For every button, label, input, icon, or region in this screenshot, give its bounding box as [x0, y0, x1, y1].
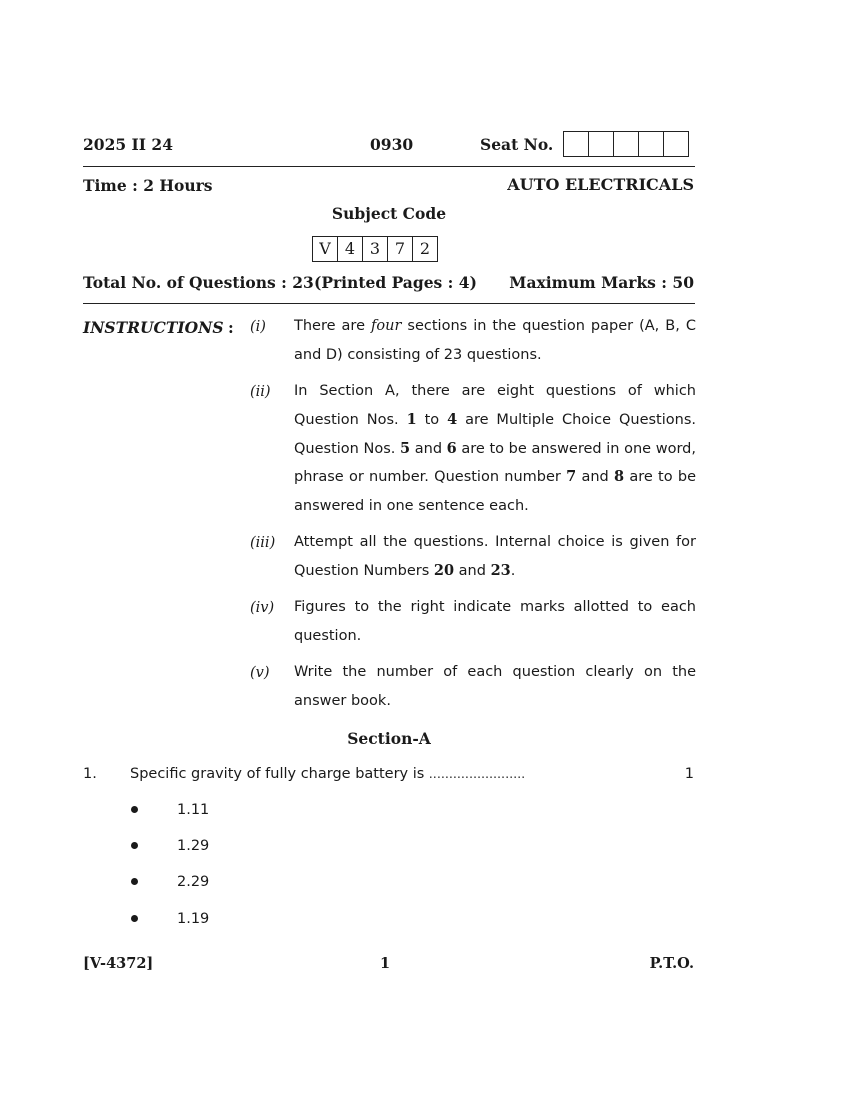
subject-code-char: 7	[388, 237, 413, 261]
subject-title: AUTO ELECTRICALS	[507, 175, 694, 194]
instruction-segment: are to be answered in one sentence each.	[294, 469, 696, 515]
question-body: Specific gravity of fully charge battery is	[130, 766, 425, 782]
exam-code: 2025 II 24	[83, 135, 174, 154]
instruction-number: (i)	[250, 319, 266, 335]
question-text	[130, 766, 525, 782]
instruction-bold-number: 5	[400, 439, 411, 457]
footer-page-number: 1	[380, 955, 391, 972]
instructions-colon: :	[228, 318, 234, 337]
section-title: Section-A	[347, 729, 431, 748]
instruction-bold-number: 1	[406, 410, 417, 428]
seat-number-label: Seat No.	[480, 135, 554, 154]
subject-code-char: V	[313, 237, 338, 261]
bullet-icon	[131, 806, 138, 813]
instruction-segment: Attempt all the questions. Internal choice is given for Question Numbers	[294, 534, 696, 579]
footer-pto: P.T.O.	[649, 955, 694, 972]
instruction-segment: Figures to the right indicate marks allotted to each question.	[294, 599, 696, 644]
instruction-segment: and	[410, 440, 447, 457]
instruction-text	[294, 658, 696, 716]
seat-number-box[interactable]	[639, 132, 664, 156]
seat-number-box[interactable]	[664, 132, 688, 156]
question-number: 1.	[83, 766, 97, 782]
instructions-label: INSTRUCTIONS	[83, 318, 224, 337]
subject-code-char: 2	[419, 239, 431, 258]
instruction-bold-number: 8	[614, 468, 625, 486]
instruction-bold-number: 4	[447, 410, 458, 428]
instruction-number: (v)	[250, 665, 270, 681]
instruction-bold-number: 23	[490, 561, 511, 579]
instruction-segment: are Multiple Choice Questions. Question Nos.	[294, 411, 696, 457]
option-item: 1.19	[177, 911, 210, 927]
instruction-bold-number: 7	[566, 468, 577, 486]
question-marks: 1	[684, 766, 694, 782]
instruction-text	[294, 377, 696, 521]
instruction-text	[294, 528, 696, 586]
bullet-icon	[131, 878, 138, 885]
answer-blank: ........................	[428, 767, 526, 781]
bullet-icon	[131, 915, 138, 922]
instruction-segment: Write the number of each question clearly on the answer book.	[294, 664, 696, 709]
seat-number-boxes[interactable]	[563, 131, 689, 157]
subject-code-char: 4	[338, 237, 363, 261]
instruction-number: (ii)	[250, 384, 271, 400]
instruction-emphasis: four	[371, 318, 402, 334]
instruction-bold-number: 20	[433, 561, 455, 579]
subject-code-boxes	[312, 236, 438, 262]
time-code: 0930	[370, 135, 414, 154]
subject-code-label: Subject Code	[331, 204, 447, 223]
instruction-segment: sections in the question paper (A, B, C and D) consisting of 23 questions.	[294, 318, 696, 363]
header-divider	[83, 166, 695, 167]
instruction-segment: There are	[294, 318, 372, 334]
bullet-icon	[131, 842, 138, 849]
instruction-text	[294, 593, 696, 651]
total-questions: Total No. of Questions : 23	[83, 273, 314, 292]
printed-pages: (Printed Pages : 4)	[314, 273, 477, 292]
seat-number-box[interactable]	[564, 132, 589, 156]
seat-number-box[interactable]	[614, 132, 639, 156]
instruction-segment: are to be answered in one word, phrase or number. Question number	[294, 440, 696, 486]
instruction-segment: to	[416, 411, 448, 428]
instruction-number: (iv)	[250, 600, 275, 616]
instruction-segment: In Section A, there are eight questions of which Question Nos.	[294, 383, 696, 428]
option-item: 2.29	[177, 874, 210, 890]
option-item: 1.11	[177, 802, 210, 818]
maximum-marks: Maximum Marks : 50	[509, 273, 694, 292]
instruction-segment: .	[510, 562, 516, 579]
instruction-segment: and	[454, 562, 491, 579]
footer-paper-code: [V-4372]	[83, 955, 154, 972]
instruction-segment: and	[576, 469, 615, 486]
instruction-text	[294, 312, 696, 370]
header-bottom-divider	[83, 303, 695, 304]
subject-code-char: 3	[363, 237, 388, 261]
instruction-number: (iii)	[250, 535, 276, 551]
option-item: 1.29	[177, 838, 210, 854]
instruction-bold-number: 6	[446, 439, 457, 457]
exam-duration: Time : 2 Hours	[83, 176, 213, 195]
seat-number-box[interactable]	[589, 132, 614, 156]
